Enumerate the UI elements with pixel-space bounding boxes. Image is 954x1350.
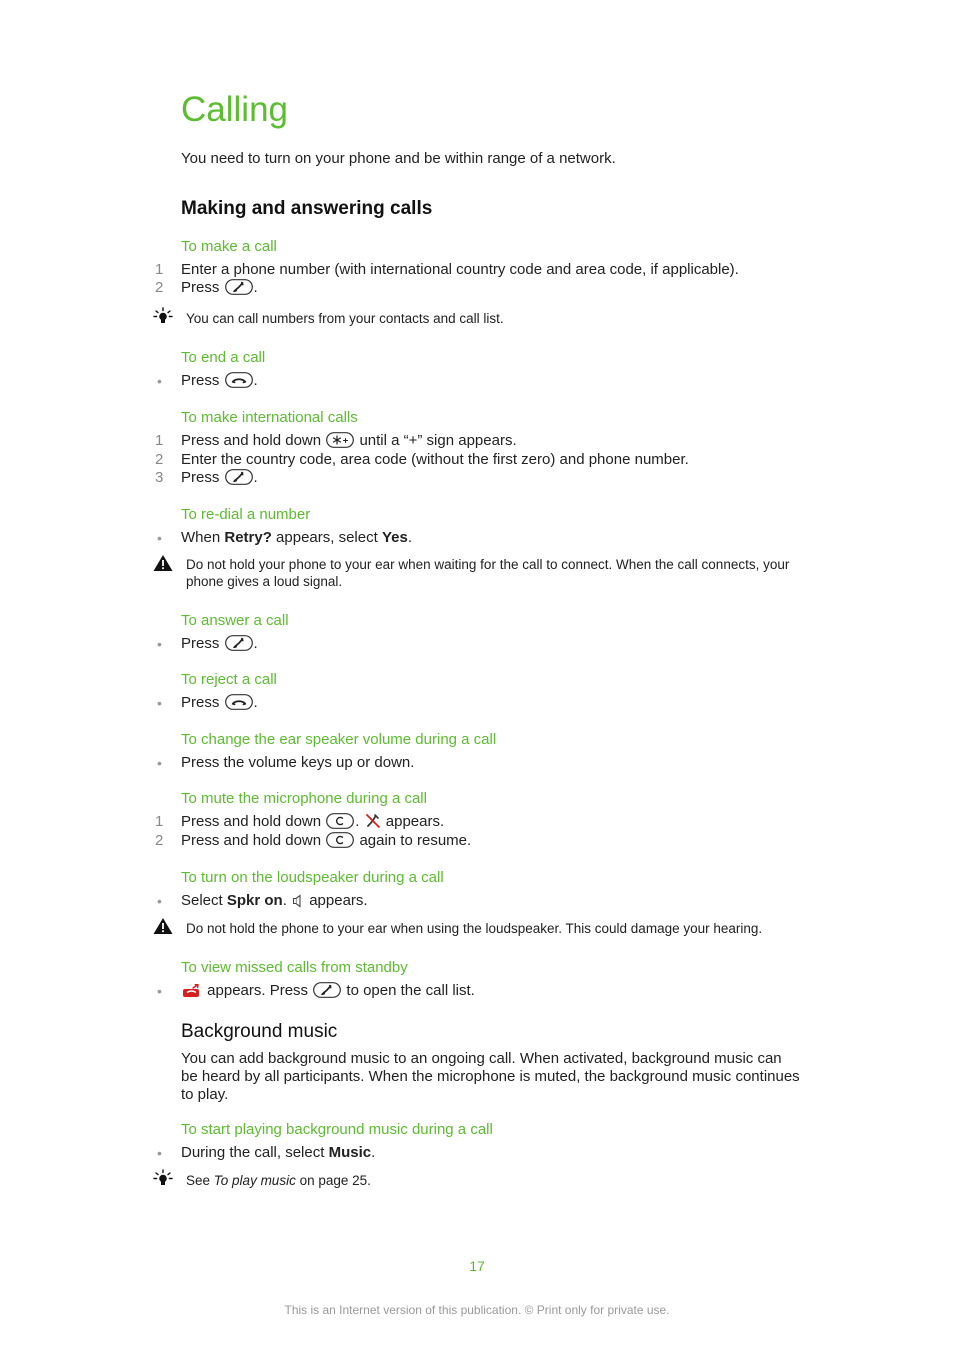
- step-number: 2: [155, 279, 164, 296]
- step-text: .: [253, 372, 258, 389]
- warning-icon: [153, 917, 173, 935]
- step-text: Press and hold down: [181, 432, 322, 449]
- answer-call-title: To answer a call: [181, 612, 289, 629]
- volume-title: To change the ear speaker volume during a call: [181, 731, 497, 748]
- end-key-icon: [225, 694, 253, 710]
- step-text: Press: [181, 372, 220, 389]
- lightbulb-icon: [153, 307, 173, 325]
- cross-reference-link[interactable]: To play music: [213, 1173, 296, 1188]
- step-text: appears.: [309, 892, 368, 909]
- warning-note: Do not hold your phone to your ear when waiting for the call to connect. When the call connects, your phone gives a loud signal.: [186, 557, 790, 589]
- make-call-title: To make a call: [181, 238, 277, 255]
- retry-label: Retry?: [224, 529, 272, 546]
- make-call-step-2: [181, 279, 258, 297]
- step-text: .: [253, 694, 258, 711]
- yes-label: Yes: [381, 529, 408, 546]
- page-title: Calling: [181, 90, 288, 129]
- warning-icon: [153, 554, 173, 572]
- loudspeaker-step: [181, 892, 368, 910]
- redial-step: [181, 529, 412, 547]
- step-text: .: [407, 529, 412, 546]
- mute-step-2: [181, 832, 471, 850]
- intl-step-1: [181, 432, 517, 450]
- step-text: again to resume.: [359, 832, 472, 849]
- redial-title: To re-dial a number: [181, 506, 311, 523]
- spkr-on-label: Spkr on: [226, 892, 283, 909]
- warning-note: Do not hold the phone to your ear when using the loudspeaker. This could damage your hearing.: [186, 921, 763, 936]
- call-key-icon: [225, 279, 253, 295]
- step-text: appears. Press: [207, 982, 309, 999]
- answer-step: [181, 635, 258, 653]
- loudspeaker-title: To turn on the loudspeaker during a call: [181, 869, 444, 886]
- bullet: •: [157, 695, 162, 711]
- mute-title: To mute the microphone during a call: [181, 790, 427, 807]
- start-music-title: To start playing background music during a call: [181, 1121, 493, 1138]
- step-text: .: [282, 892, 287, 909]
- bullet: •: [157, 983, 162, 999]
- step-text: During the call, select: [181, 1144, 329, 1161]
- volume-step: Press the volume keys up or down.: [181, 754, 415, 771]
- bullet: •: [157, 373, 162, 389]
- start-music-step: [181, 1144, 375, 1162]
- intro-text: You need to turn on your phone and be within range of a network.: [181, 150, 616, 167]
- mute-step-1: [181, 813, 444, 831]
- missed-calls-step: [181, 982, 475, 1000]
- step-text: .: [253, 469, 258, 486]
- background-music-paragraph: You can add background music to an ongoing call. When activated, background music can be heard by all participants. When the microphone is muted, the background music continues to play.: [181, 1050, 800, 1103]
- c-key-icon: [326, 832, 354, 848]
- step-number: 3: [155, 469, 164, 486]
- reject-call-title: To reject a call: [181, 671, 277, 688]
- step-text: Press: [181, 469, 220, 486]
- step-text: .: [371, 1144, 376, 1161]
- bullet: •: [157, 893, 162, 909]
- step-text: Press and hold down: [181, 813, 322, 830]
- step-number: 1: [155, 261, 164, 278]
- bullet: •: [157, 636, 162, 652]
- step-number: 2: [155, 451, 164, 468]
- lightbulb-icon: [153, 1169, 173, 1187]
- step-text: to open the call list.: [346, 982, 475, 999]
- step-text: appears, select: [271, 529, 382, 546]
- step-text: appears.: [385, 813, 445, 830]
- step-text: Press: [181, 694, 220, 711]
- step-text: Press and hold down: [181, 832, 322, 849]
- end-call-title: To end a call: [181, 349, 266, 366]
- tip-note: You can call numbers from your contacts and call list.: [186, 311, 504, 326]
- section-heading-making-calls: Making and answering calls: [181, 198, 433, 219]
- step-text: When: [181, 529, 225, 546]
- step-text: Press: [181, 279, 220, 296]
- section-heading-background-music: Background music: [181, 1021, 338, 1042]
- step-number: 1: [155, 813, 164, 830]
- call-key-icon: [225, 469, 253, 485]
- footer-text: This is an Internet version of this publication. © Print only for private use.: [284, 1303, 670, 1317]
- mic-muted-icon: [365, 813, 381, 829]
- page-number: 17: [469, 1258, 485, 1274]
- step-number: 2: [155, 832, 164, 849]
- intl-step-3: [181, 469, 258, 487]
- step-text: .: [253, 279, 258, 296]
- bullet: •: [157, 530, 162, 546]
- reject-step: [181, 694, 258, 712]
- tip-text: See: [186, 1173, 214, 1188]
- step-text: Select: [181, 892, 227, 909]
- end-key-icon: [225, 372, 253, 388]
- c-key-icon: [326, 813, 354, 829]
- call-key-icon: [225, 635, 253, 651]
- intl-calls-title: To make international calls: [181, 409, 358, 426]
- step-number: 1: [155, 432, 164, 449]
- intl-step-2: Enter the country code, area code (without the first zero) and phone number.: [181, 451, 689, 468]
- tip-note: [186, 1172, 806, 1189]
- missed-call-icon: [182, 984, 202, 998]
- speaker-icon: [292, 894, 304, 908]
- bullet: •: [157, 1145, 162, 1161]
- step-text: until a “+” sign appears.: [359, 432, 517, 449]
- music-label: Music: [328, 1144, 372, 1161]
- star-key-icon: [326, 432, 354, 448]
- step-text: .: [355, 813, 360, 830]
- step-text: Press: [181, 635, 220, 652]
- bullet: •: [157, 755, 162, 771]
- step-text: .: [253, 635, 258, 652]
- make-call-step-1: Enter a phone number (with international country code and area code, if applicable).: [181, 261, 739, 278]
- end-call-step: [181, 372, 258, 390]
- missed-calls-title: To view missed calls from standby: [181, 959, 408, 976]
- tip-text: on page 25.: [295, 1173, 371, 1188]
- call-key-icon: [313, 982, 341, 998]
